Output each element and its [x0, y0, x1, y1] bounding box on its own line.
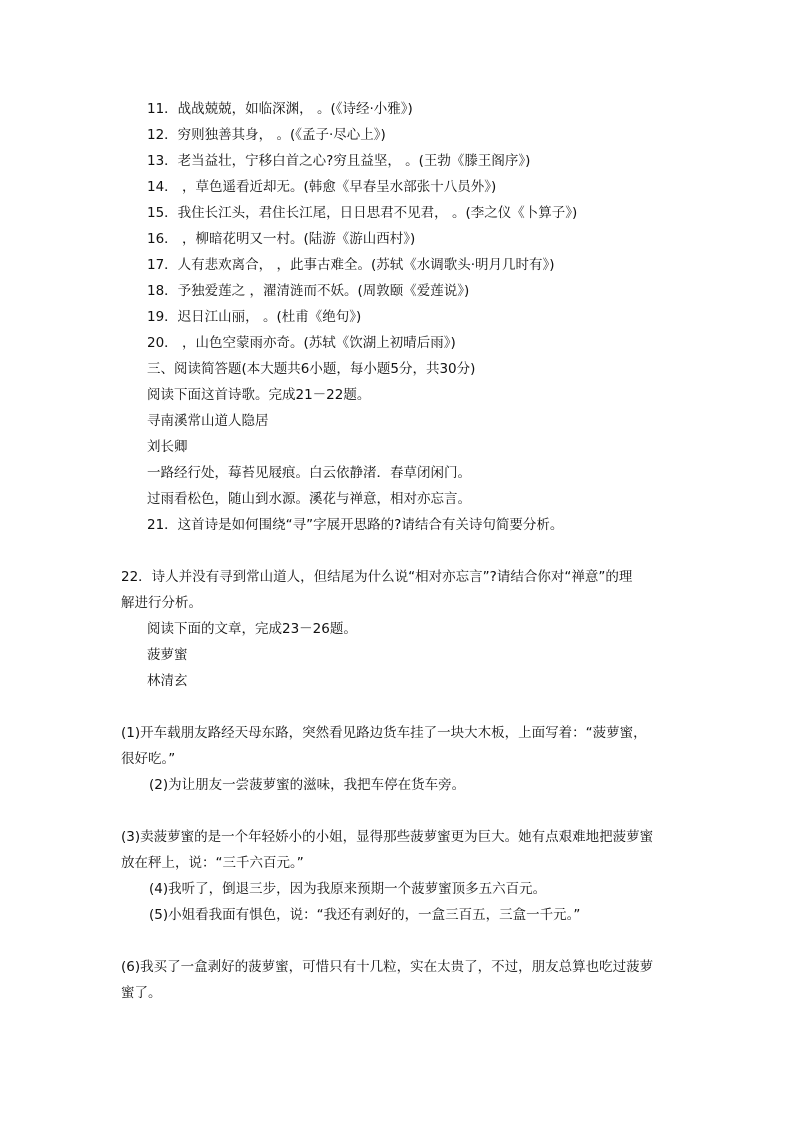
paragraph-6: (6)我买了一盒剥好的菠萝蜜，可惜只有十几粒，实在太贵了，不过，朋友总算也吃过菠萝 — [121, 959, 654, 975]
question-12: 12．穷则独善其身， 。(《孟子·尽心上》) — [147, 127, 386, 143]
poem-instruction: 阅读下面这首诗歌。完成21－22题。 — [147, 387, 371, 403]
question-11: 11．战战兢兢，如临深渊， 。(《诗经·小雅》) — [147, 101, 413, 117]
paragraph-6-cont: 蜜了。 — [121, 985, 162, 1001]
paragraph-3: (3)卖菠萝蜜的是一个年轻娇小的小姐，显得那些菠萝蜜更为巨大。她有点艰难地把菠萝蜜 — [121, 829, 654, 845]
section-heading: 三、阅读简答题(本大题共6小题，每小题5分，共30分) — [147, 361, 476, 377]
question-15: 15．我住长江头，君住长江尾，日日思君不见君， 。(李之仪《卜算子》) — [147, 205, 578, 221]
article-instruction: 阅读下面的文章，完成23－26题。 — [147, 621, 357, 637]
paragraph-2: (2)为让朋友一尝菠萝蜜的滋味，我把车停在货车旁。 — [149, 777, 466, 793]
paragraph-1: (1)开车载朋友路经天母东路，突然看见路边货车挂了一块大木板，上面写着：“菠萝蜜， — [121, 725, 647, 741]
question-14: 14． ，草色遥看近却无。(韩愈《早春呈水部张十八员外》) — [147, 179, 497, 195]
question-18: 18．予独爱莲之 ，濯清涟而不妖。(周敦颐《爱莲说》) — [147, 283, 470, 299]
question-16: 16． ，柳暗花明又一村。(陆游《游山西村》) — [147, 231, 416, 247]
poem-line-2: 过雨看松色，随山到水源。溪花与禅意，相对亦忘言。 — [147, 491, 471, 507]
question-17: 17．人有悲欢离合， ，此事古难全。(苏轼《水调歌头·明月几时有》) — [147, 257, 555, 273]
question-19: 19．迟日江山丽， 。(杜甫《绝句》) — [147, 309, 362, 325]
paragraph-3-cont: 放在秤上，说：“三千六百元。” — [121, 855, 304, 871]
poem-author: 刘长卿 — [147, 439, 188, 455]
question-20: 20． ，山色空蒙雨亦奇。(苏轼《饮湖上初晴后雨》) — [147, 335, 456, 351]
question-13: 13．老当益壮，宁移白首之心?穷且益坚， 。(王勃《滕王阁序》) — [147, 153, 531, 169]
paragraph-1-cont: 很好吃。” — [121, 751, 176, 767]
article-author: 林清玄 — [147, 673, 188, 689]
question-22: 22．诗人并没有寻到常山道人，但结尾为什么说“相对亦忘言”?请结合你对“禅意”的理 — [121, 569, 633, 585]
paragraph-4: (4)我听了，倒退三步，因为我原来预期一个菠萝蜜顶多五六百元。 — [149, 881, 547, 897]
question-22-cont: 解进行分析。 — [121, 595, 202, 611]
paragraph-5: (5)小姐看我面有惧色，说：“我还有剥好的，一盒三百五，三盒一千元。” — [149, 907, 581, 923]
poem-title: 寻南溪常山道人隐居 — [147, 413, 269, 429]
question-21: 21．这首诗是如何围绕“寻”字展开思路的?请结合有关诗句简要分析。 — [147, 517, 564, 533]
poem-line-1: 一路经行处，莓苔见屐痕。白云依静渚．春草闭闲门。 — [147, 465, 471, 481]
article-title: 菠萝蜜 — [147, 647, 188, 663]
